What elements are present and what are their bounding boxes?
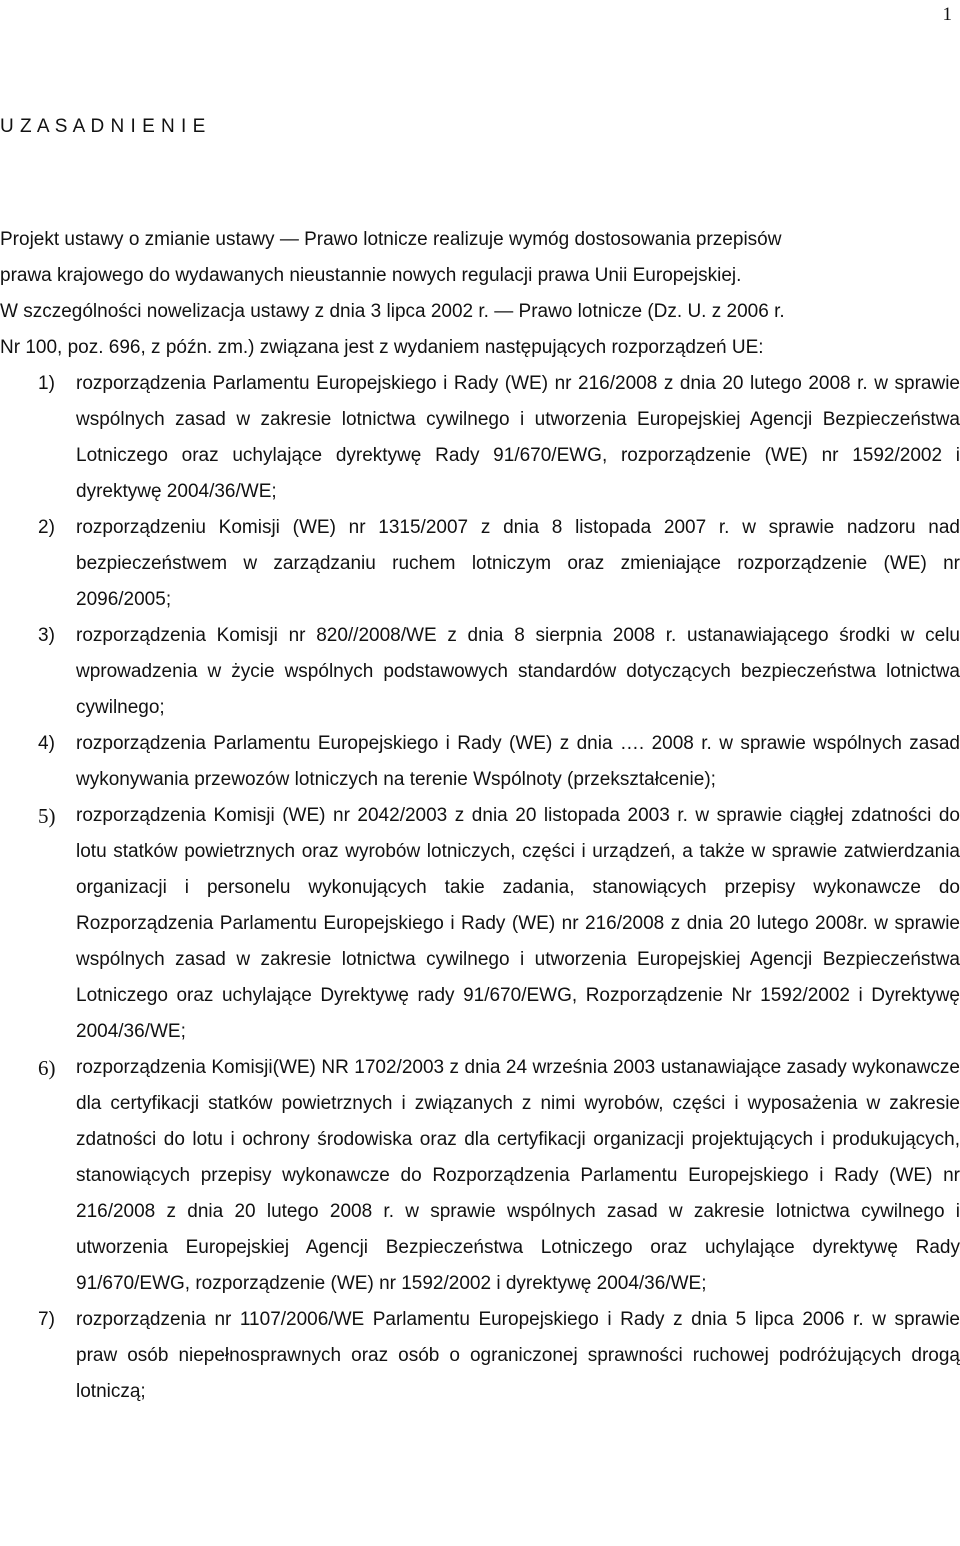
list-item-number: 3) [38,625,55,646]
list-item-text: rozporządzenia Komisji (WE) nr 2042/2003 z dnia 20 listopada 2003 r. w sprawie ciągłej zdatności do lotu statków powietrznych oraz wyrobów lotniczych, części i urządzeń, a także w sprawie zatwierdzania organizacji i personelu wykonujących takie zadania, stanowiących przepisy wykonawcze do Rozporządzenia Parlamentu Europejskiego i Rady (WE) nr 216/2008 z dnia 20 lutego 2008r. w sprawie wspólnych zasad w zakresie lotnictwa cywilnego i utworzenia Europejskiej Agencji Bezpieczeństwa Lotniczego oraz uchylające Dyrektywę rady 91/670/EWG, Rozporządzenie Nr 1592/2002 i Dyrektywę 2004/36/WE; [76,805,960,1042]
intro-line: Projekt ustawy o zmianie ustawy — Prawo lotnicze realizuje wymóg dostosowania przepisów [0,229,782,250]
page-number: 1 [942,4,952,25]
list-item [0,618,960,726]
list-item-text: rozporządzenia nr 1107/2006/WE Parlamentu Europejskiego i Rady z dnia 5 lipca 2006 r. w sprawie praw osób niepełnosprawnych oraz osób o ograniczonej sprawności ruchowej podróżujących drogą lotniczą; [76,1309,960,1402]
list-item-number: 7) [38,1309,55,1330]
list-item [0,1050,960,1302]
list-item-text: rozporządzenia Parlamentu Europejskiego i Rady (WE) z dnia …. 2008 r. w sprawie wspólnych zasad wykonywania przewozów lotniczych na terenie Wspólnoty (przekształcenie); [76,733,960,790]
list-item-text: rozporządzenia Parlamentu Europejskiego i Rady (WE) nr 216/2008 z dnia 20 lutego 2008 r. w sprawie wspólnych zasad w zakresie lotnictwa cywilnego i utworzenia Europejskiej Agencji Bezpieczeństwa Lotniczego oraz uchylające dyrektywę Rady 91/670/EWG, rozporządzenie (WE) nr 1592/2002 i dyrektywę 2004/36/WE; [76,373,960,502]
list-item-number: 6) [38,1056,56,1080]
list-item-text: rozporządzenia Komisji(WE) NR 1702/2003 z dnia 24 września 2003 ustanawiające zasady wykonawcze dla certyfikacji statków powietrznych i związanych z nimi wyrobów, części i wyposażenia w zakresie zdatności do lotu i ochrony środowiska oraz dla certyfikacji organizacji projektujących i produkujących, stanowiących przepisy wykonawcze do Rozporządzenia Parlamentu Europejskiego i Rady (WE) nr 216/2008 z dnia 20 lutego 2008 r. w sprawie wspólnych zasad w zakresie lotnictwa cywilnego i utworzenia Europejskiej Agencji Bezpieczeństwa Lotniczego oraz uchylające dyrektywę Rady 91/670/EWG, rozporządzenie (WE) nr 1592/2002 i dyrektywę 2004/36/WE; [76,1057,960,1294]
list-item [0,1302,960,1410]
document-title: U Z A S A D N I E N I E [0,116,206,137]
list-item [0,726,960,798]
regulation-list [0,366,960,1410]
intro-line: W szczególności nowelizacja ustawy z dnia 3 lipca 2002 r. — Prawo lotnicze (Dz. U. z 2006 r. [0,301,785,322]
list-item [0,510,960,618]
intro-line: prawa krajowego do wydawanych nieustannie nowych regulacji prawa Unii Europejskiej. [0,265,742,286]
list-item-number: 2) [38,517,55,538]
list-item-number: 4) [38,733,55,754]
list-item-number: 5) [38,804,56,828]
list-item-text: rozporządzeniu Komisji (WE) nr 1315/2007 z dnia 8 listopada 2007 r. w sprawie nadzoru nad bezpieczeństwem w zarządzaniu ruchem lotniczym oraz zmieniające rozporządzenie (WE) nr 2096/2005; [76,517,960,610]
list-item [0,798,960,1050]
list-item [0,366,960,510]
list-item-text: rozporządzenia Komisji nr 820//2008/WE z dnia 8 sierpnia 2008 r. ustanawiającego środki w celu wprowadzenia w życie wspólnych podstawowych standardów dotyczących bezpieczeństwa lotnictwa cywilnego; [76,625,960,718]
list-item-number: 1) [38,373,55,394]
intro-line: Nr 100, poz. 696, z późn. zm.) związana jest z wydaniem następujących rozporządzeń UE: [0,337,764,358]
intro-paragraph [0,222,960,366]
